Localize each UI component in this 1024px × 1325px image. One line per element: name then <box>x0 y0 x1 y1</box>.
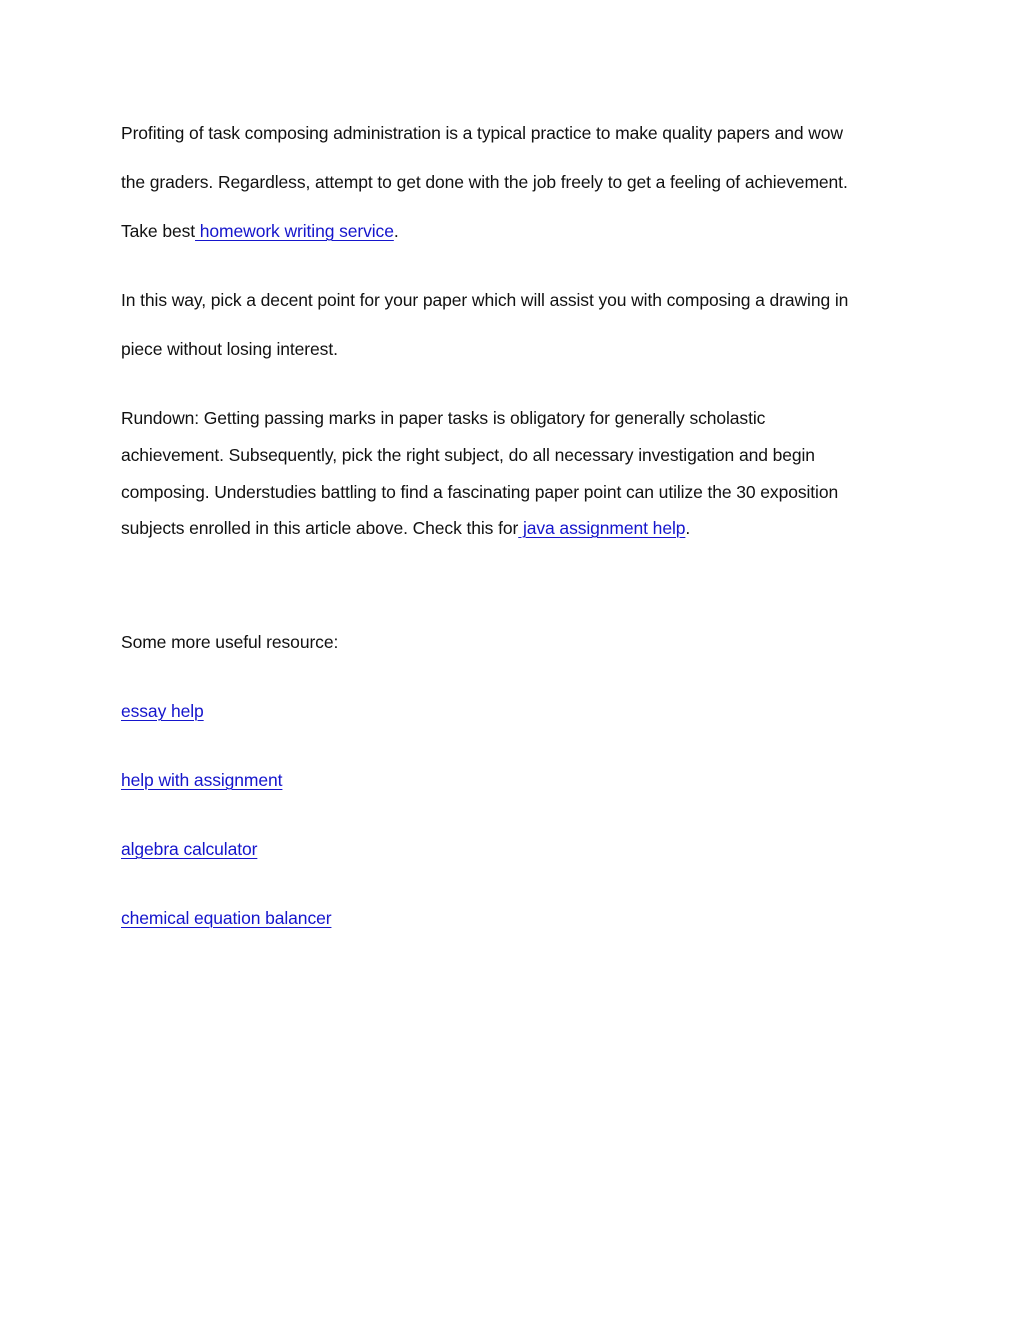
resource-link-item <box>121 837 257 861</box>
paragraph-2-line-1: In this way, pick a decent point for your paper which will assist you with composing a drawing in <box>121 290 849 310</box>
algebra-calculator-link[interactable]: algebra calculator <box>121 839 258 859</box>
resource-link-item <box>121 699 204 723</box>
paragraph-1-line-3-suffix: . <box>393 221 399 241</box>
java-assignment-help-link[interactable]: java assignment help <box>518 518 686 538</box>
paragraph-1-line-2: the graders. Regardless, attempt to get done with the job freely to get a feeling of achievement. <box>121 172 848 192</box>
homework-writing-service-link[interactable]: homework writing service <box>195 221 394 241</box>
paragraph-3-line-4-prefix: subjects enrolled in this article above. Check this for <box>121 518 519 538</box>
help-with-assignment-link[interactable]: help with assignment <box>121 770 283 790</box>
resource-link-item <box>121 768 282 792</box>
paragraph-3-line-4-suffix: . <box>685 518 691 538</box>
paragraph-3-line-4 <box>121 516 690 540</box>
paragraph-3-line-3: composing. Understudies battling to find a fascinating paper point can utilize the 30 exposition <box>121 482 839 502</box>
essay-help-link[interactable]: essay help <box>121 701 204 721</box>
paragraph-3-line-1: Rundown: Getting passing marks in paper tasks is obligatory for generally scholastic <box>121 408 766 428</box>
paragraph-2-line-2: piece without losing interest. <box>121 339 338 359</box>
paragraph-3-line-2: achievement. Subsequently, pick the right subject, do all necessary investigation and begin <box>121 445 815 465</box>
resources-heading: Some more useful resource: <box>121 632 339 652</box>
paragraph-1-line-3-prefix: Take best <box>121 221 196 241</box>
chemical-equation-balancer-link[interactable]: chemical equation balancer <box>121 908 332 928</box>
resource-link-item <box>121 906 331 930</box>
paragraph-1-line-3 <box>121 219 399 243</box>
paragraph-1-line-1: Profiting of task composing administration is a typical practice to make quality papers and wow <box>121 123 843 143</box>
